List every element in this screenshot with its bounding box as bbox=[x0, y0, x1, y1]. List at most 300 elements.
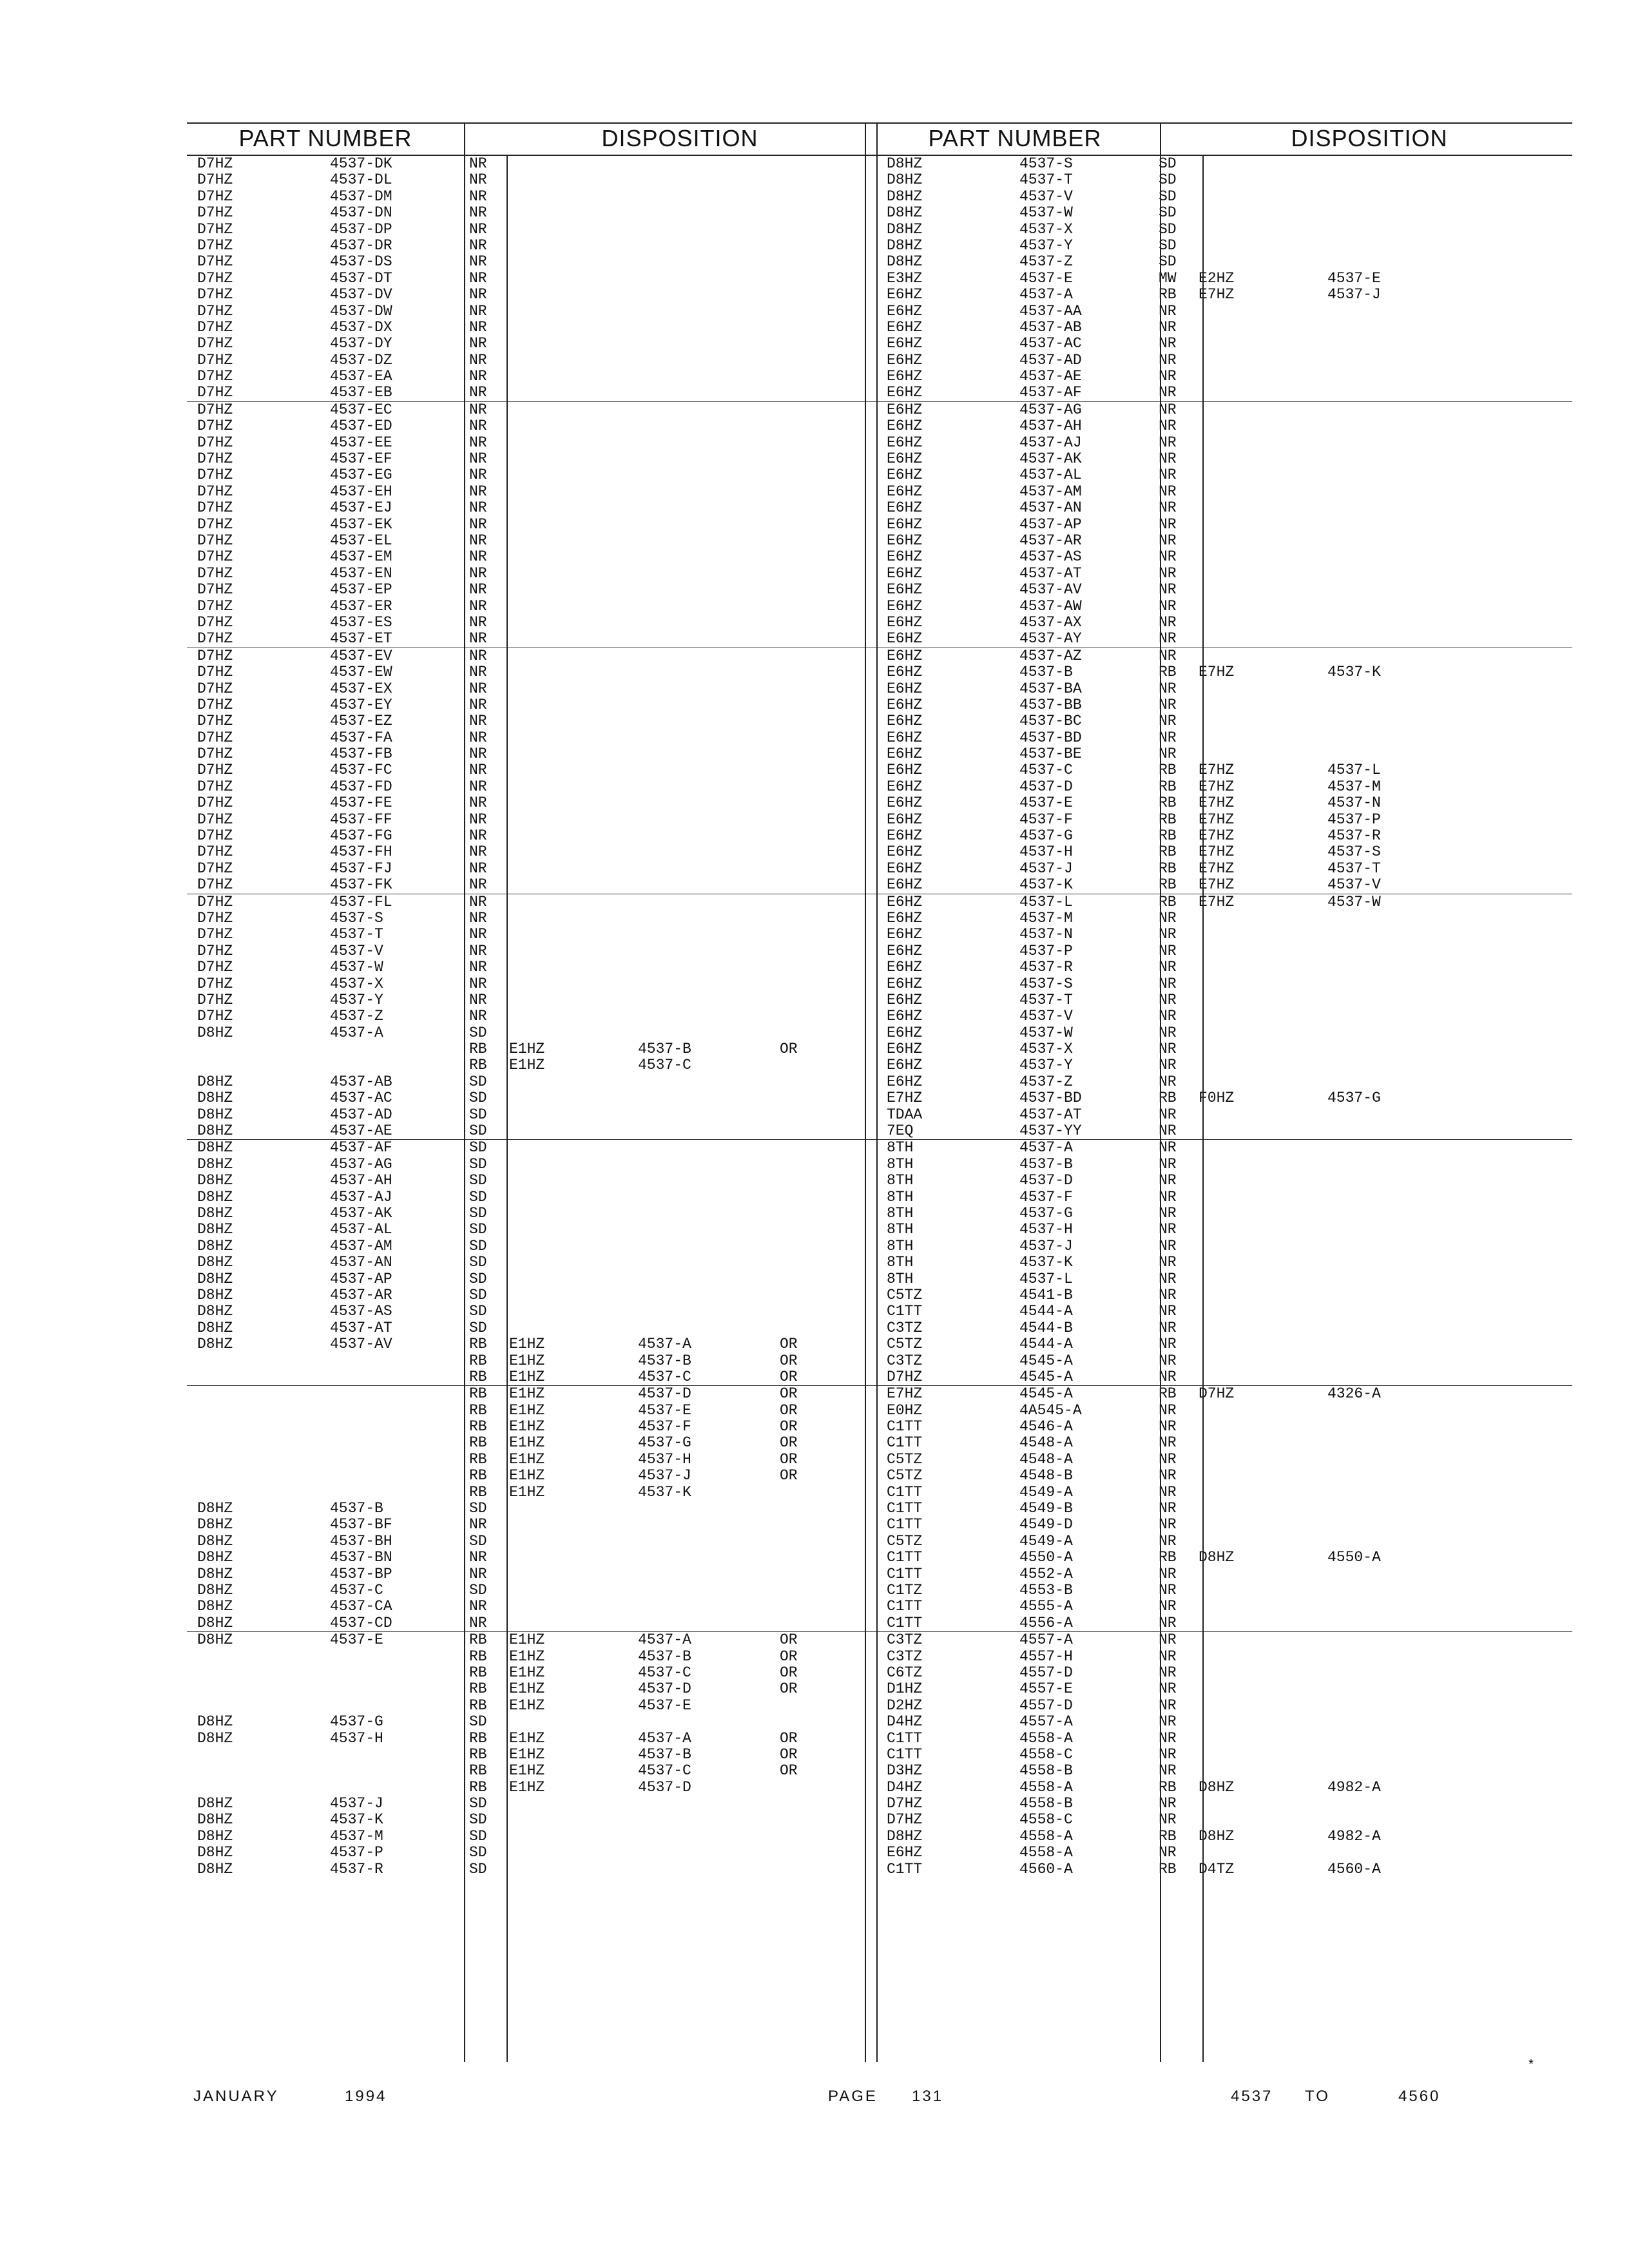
table-row bbox=[876, 1485, 1572, 1501]
table-row bbox=[187, 222, 883, 238]
prefix-cell: E6HZ bbox=[887, 1041, 923, 1058]
code-cell: SD bbox=[469, 1713, 487, 1731]
prefix-cell: D7HZ bbox=[197, 664, 233, 681]
part-cell: 4537-DK bbox=[330, 155, 392, 172]
part-cell: 4537-FK bbox=[330, 876, 392, 894]
part-cell: 4537-FE bbox=[330, 794, 392, 812]
code-cell: SD bbox=[469, 1188, 487, 1206]
prefix-cell: E6HZ bbox=[887, 942, 923, 959]
prefix-cell: D7HZ bbox=[197, 860, 233, 877]
or-cell: OR bbox=[780, 1385, 798, 1403]
prefix-cell: E6HZ bbox=[887, 450, 923, 468]
table-row bbox=[876, 1254, 1572, 1271]
code-cell: RB bbox=[469, 1729, 487, 1747]
code-cell: RB bbox=[1159, 664, 1177, 681]
table-row bbox=[187, 713, 883, 729]
code-cell: NR bbox=[1159, 1057, 1177, 1074]
prefix-cell: D7HZ bbox=[197, 876, 233, 894]
part-cell: 4557-D bbox=[1019, 1696, 1073, 1714]
code-cell: NR bbox=[1159, 564, 1177, 582]
or-cell: OR bbox=[780, 1450, 798, 1468]
code-cell: NR bbox=[469, 581, 487, 599]
prefix-cell: C5TZ bbox=[887, 1286, 923, 1303]
code-cell: NR bbox=[469, 171, 487, 189]
code-cell: NR bbox=[469, 1565, 487, 1582]
code-cell: NR bbox=[1159, 1319, 1177, 1336]
part-cell: 4537-M bbox=[330, 1827, 383, 1845]
table-row bbox=[876, 1189, 1572, 1206]
table-row bbox=[187, 303, 883, 320]
prefix-cell: D7HZ bbox=[197, 401, 233, 418]
table-row bbox=[187, 238, 883, 254]
table-row bbox=[876, 828, 1572, 844]
prefix-cell: C1TT bbox=[887, 1614, 923, 1631]
part-cell: 4541-B bbox=[1019, 1286, 1073, 1303]
code-cell: NR bbox=[1159, 1565, 1177, 1582]
code-cell: NR bbox=[469, 597, 487, 615]
prefix-cell: C3TZ bbox=[887, 1631, 923, 1649]
panel-divider-a bbox=[865, 122, 866, 2062]
part-cell: 4537-DL bbox=[330, 171, 392, 189]
ref-prefix-cell: E1HZ bbox=[509, 1041, 545, 1058]
table-row bbox=[187, 1780, 883, 1796]
prefix-cell: E6HZ bbox=[887, 515, 923, 533]
prefix-cell: D8HZ bbox=[887, 204, 923, 222]
part-cell: 4537-EY bbox=[330, 696, 392, 713]
code-cell: RB bbox=[469, 1336, 487, 1353]
table-row bbox=[876, 1861, 1572, 1878]
ref-prefix-cell: E1HZ bbox=[509, 1696, 545, 1714]
code-cell: NR bbox=[469, 696, 487, 713]
code-cell: NR bbox=[1159, 368, 1177, 385]
prefix-cell: E6HZ bbox=[887, 680, 923, 697]
prefix-cell: E6HZ bbox=[887, 499, 923, 517]
table-row bbox=[187, 1615, 883, 1631]
code-cell: NR bbox=[469, 1008, 487, 1025]
table-row bbox=[187, 549, 883, 565]
part-cell: 4537-EJ bbox=[330, 499, 392, 517]
part-cell: 4537-ER bbox=[330, 597, 392, 615]
table-row bbox=[187, 1566, 883, 1582]
part-cell: 4537-AR bbox=[1019, 532, 1082, 549]
prefix-cell: D8HZ bbox=[197, 1221, 233, 1238]
table-row bbox=[876, 812, 1572, 828]
table-row bbox=[876, 844, 1572, 860]
code-cell: SD bbox=[1159, 204, 1177, 222]
ref-prefix-cell: E7HZ bbox=[1199, 827, 1235, 845]
part-cell: 4537-AK bbox=[330, 1205, 392, 1222]
table-row bbox=[187, 1057, 883, 1073]
part-cell: 4537-BF bbox=[330, 1516, 392, 1533]
prefix-cell: D7HZ bbox=[197, 286, 233, 303]
part-cell: 4537-AR bbox=[330, 1286, 392, 1303]
code-cell: NR bbox=[1159, 1286, 1177, 1303]
prefix-cell: E6HZ bbox=[887, 893, 923, 910]
ref-prefix-cell: E1HZ bbox=[509, 1729, 545, 1747]
code-cell: NR bbox=[1159, 384, 1177, 401]
ref-part-cell: 4537-H bbox=[638, 1450, 691, 1468]
footer-range-to: TO bbox=[1305, 2088, 1330, 2105]
table-row bbox=[876, 1320, 1572, 1336]
prefix-cell: D7HZ bbox=[197, 483, 233, 500]
table-header bbox=[187, 122, 883, 156]
ref-prefix-cell: E1HZ bbox=[509, 1434, 545, 1452]
part-cell: 4A545-A bbox=[1019, 1401, 1082, 1419]
prefix-cell: E6HZ bbox=[887, 827, 923, 845]
code-cell: NR bbox=[1159, 926, 1177, 943]
table-row bbox=[187, 976, 883, 992]
code-cell: SD bbox=[1159, 220, 1177, 238]
prefix-cell: 8TH bbox=[887, 1254, 914, 1271]
code-cell: NR bbox=[1159, 581, 1177, 599]
part-cell: 4537-J bbox=[330, 1795, 383, 1812]
part-cell: 4537-EX bbox=[330, 680, 392, 697]
part-cell: 4558-B bbox=[1019, 1795, 1073, 1812]
part-cell: 4537-Z bbox=[1019, 1073, 1073, 1090]
table-row bbox=[187, 1698, 883, 1714]
prefix-cell: E6HZ bbox=[887, 794, 923, 812]
prefix-cell: TDAA bbox=[887, 1106, 923, 1123]
prefix-cell: D4HZ bbox=[887, 1713, 923, 1731]
ref-prefix-cell: E7HZ bbox=[1199, 843, 1235, 861]
code-cell: NR bbox=[1159, 434, 1177, 451]
part-cell: 4537-AK bbox=[1019, 450, 1082, 468]
ref-prefix-cell: E1HZ bbox=[509, 1057, 545, 1074]
part-cell: 4537-Z bbox=[330, 1008, 383, 1025]
table-row bbox=[187, 435, 883, 451]
ref-part-cell: 4537-L bbox=[1327, 762, 1381, 779]
table-row bbox=[187, 1550, 883, 1566]
part-cell: 4537-B bbox=[1019, 1155, 1073, 1173]
code-cell: NR bbox=[1159, 1745, 1177, 1763]
table-row bbox=[876, 1041, 1572, 1057]
prefix-cell: D7HZ bbox=[197, 466, 233, 484]
code-cell: NR bbox=[1159, 1221, 1177, 1238]
table-row bbox=[876, 1173, 1572, 1189]
table-row bbox=[187, 1041, 883, 1057]
table-row bbox=[876, 467, 1572, 483]
or-cell: OR bbox=[780, 1631, 798, 1649]
table-row bbox=[187, 156, 883, 172]
ref-prefix-cell: E7HZ bbox=[1199, 811, 1235, 828]
code-cell: NR bbox=[469, 499, 487, 517]
code-cell: NR bbox=[1159, 1237, 1177, 1254]
table-row bbox=[876, 172, 1572, 188]
code-cell: NR bbox=[469, 942, 487, 959]
prefix-cell: E6HZ bbox=[887, 811, 923, 828]
part-cell: 4537-FB bbox=[330, 745, 392, 763]
prefix-cell: 8TH bbox=[887, 1188, 914, 1206]
table-row bbox=[876, 1435, 1572, 1451]
code-cell: NR bbox=[469, 926, 487, 943]
code-cell: NR bbox=[1159, 1680, 1177, 1698]
code-cell: NR bbox=[1159, 532, 1177, 549]
part-cell: 4537-EP bbox=[330, 581, 392, 599]
part-cell: 4537-AN bbox=[330, 1254, 392, 1271]
table-row bbox=[876, 1812, 1572, 1828]
prefix-cell: D8HZ bbox=[887, 236, 923, 254]
part-number-header: PART NUMBER bbox=[928, 125, 1102, 151]
table-row bbox=[876, 1336, 1572, 1352]
part-cell: 4537-A bbox=[1019, 286, 1073, 303]
code-cell: NR bbox=[469, 860, 487, 877]
or-cell: OR bbox=[780, 1434, 798, 1452]
table-row bbox=[187, 451, 883, 467]
prefix-cell: C5TZ bbox=[887, 1532, 923, 1550]
prefix-cell: D7HZ bbox=[197, 236, 233, 254]
part-cell: 4558-A bbox=[1019, 1844, 1073, 1861]
code-cell: NR bbox=[469, 351, 487, 369]
part-cell: 4537-G bbox=[330, 1713, 383, 1731]
part-cell: 4537-Y bbox=[1019, 236, 1073, 254]
table-row bbox=[876, 1287, 1572, 1303]
code-cell: NR bbox=[1159, 450, 1177, 468]
prefix-cell: D7HZ bbox=[197, 220, 233, 238]
prefix-cell: D7HZ bbox=[197, 696, 233, 713]
prefix-cell: E6HZ bbox=[887, 286, 923, 303]
part-cell: 4550-A bbox=[1019, 1549, 1073, 1566]
prefix-cell: E6HZ bbox=[887, 1844, 923, 1861]
prefix-cell: D8HZ bbox=[197, 1205, 233, 1222]
code-cell: NR bbox=[1159, 991, 1177, 1008]
ref-prefix-cell: E1HZ bbox=[509, 1401, 545, 1419]
code-cell: SD bbox=[469, 1844, 487, 1861]
part-cell: 4537-EG bbox=[330, 466, 392, 484]
part-cell: 4537-DN bbox=[330, 204, 392, 222]
table-row bbox=[876, 1615, 1572, 1631]
table-row bbox=[187, 1517, 883, 1533]
table-row bbox=[876, 1533, 1572, 1550]
code-cell: NR bbox=[1159, 1762, 1177, 1780]
code-cell: SD bbox=[469, 1090, 487, 1107]
code-cell: SD bbox=[469, 1024, 487, 1041]
code-cell: NR bbox=[1159, 1598, 1177, 1615]
table-row bbox=[876, 648, 1572, 664]
part-cell: 4537-ET bbox=[330, 630, 392, 648]
ref-part-cell: 4326-A bbox=[1327, 1385, 1381, 1403]
prefix-cell: E6HZ bbox=[887, 434, 923, 451]
ref-prefix-cell: E7HZ bbox=[1199, 664, 1235, 681]
prefix-cell: E6HZ bbox=[887, 466, 923, 484]
table-row bbox=[876, 205, 1572, 221]
prefix-cell: D7HZ bbox=[197, 794, 233, 812]
table-row bbox=[876, 352, 1572, 369]
part-cell: 4537-AP bbox=[1019, 515, 1082, 533]
code-cell: NR bbox=[1159, 729, 1177, 746]
part-cell: 4545-A bbox=[1019, 1352, 1073, 1369]
footer-range-from: 4537 bbox=[1231, 2088, 1273, 2105]
prefix-cell: D7HZ bbox=[197, 680, 233, 697]
part-cell: 4546-A bbox=[1019, 1418, 1073, 1436]
part-cell: 4537-P bbox=[330, 1844, 383, 1861]
ref-part-cell: 4537-K bbox=[1327, 664, 1381, 681]
prefix-cell: D7HZ bbox=[197, 991, 233, 1008]
table-row bbox=[876, 1025, 1572, 1041]
prefix-cell: E6HZ bbox=[887, 729, 923, 746]
code-cell: RB bbox=[469, 1762, 487, 1780]
code-cell: RB bbox=[469, 1434, 487, 1452]
part-cell: 4537-R bbox=[330, 1860, 383, 1878]
code-cell: RB bbox=[1159, 794, 1177, 812]
table-row bbox=[187, 1206, 883, 1222]
part-cell: 4537-EK bbox=[330, 515, 392, 533]
table-row bbox=[187, 910, 883, 927]
ref-prefix-cell: E2HZ bbox=[1199, 269, 1235, 287]
part-cell: 4537-AD bbox=[1019, 351, 1082, 369]
table-row bbox=[876, 1452, 1572, 1468]
table-row bbox=[187, 205, 883, 221]
prefix-cell: D8HZ bbox=[197, 1811, 233, 1829]
part-cell: 4537-B bbox=[330, 1500, 383, 1517]
table-row bbox=[876, 976, 1572, 992]
table-row bbox=[187, 1303, 883, 1320]
code-cell: RB bbox=[1159, 286, 1177, 303]
table-row bbox=[876, 681, 1572, 697]
table-row bbox=[876, 959, 1572, 975]
table-row bbox=[187, 271, 883, 287]
part-cell: 4537-C bbox=[330, 1581, 383, 1599]
prefix-cell: 8TH bbox=[887, 1221, 914, 1238]
prefix-cell: E6HZ bbox=[887, 401, 923, 418]
code-cell: SD bbox=[1159, 155, 1177, 172]
part-cell: 4537-AF bbox=[330, 1139, 392, 1157]
prefix-cell: D7HZ bbox=[197, 450, 233, 468]
ref-part-cell: 4537-R bbox=[1327, 827, 1381, 845]
part-cell: 4537-Z bbox=[1019, 253, 1073, 271]
code-cell: NR bbox=[1159, 351, 1177, 369]
table-row bbox=[876, 238, 1572, 254]
ref-part-cell: 4537-G bbox=[1327, 1090, 1381, 1107]
code-cell: NR bbox=[1159, 1254, 1177, 1271]
table-row bbox=[187, 1812, 883, 1828]
table-row bbox=[187, 1829, 883, 1845]
prefix-cell: C5TZ bbox=[887, 1336, 923, 1353]
part-cell: 4537-AS bbox=[1019, 548, 1082, 566]
table-row bbox=[876, 1107, 1572, 1123]
code-cell: NR bbox=[1159, 1614, 1177, 1631]
part-cell: 4537-DV bbox=[330, 286, 392, 303]
or-cell: OR bbox=[780, 1401, 798, 1419]
prefix-cell: E6HZ bbox=[887, 713, 923, 730]
table-row bbox=[187, 1501, 883, 1517]
table-row bbox=[187, 1157, 883, 1173]
table-row bbox=[876, 1353, 1572, 1369]
table-row bbox=[187, 1747, 883, 1763]
prefix-cell: C1TT bbox=[887, 1516, 923, 1533]
prefix-cell: D8HZ bbox=[887, 155, 923, 172]
prefix-cell: E6HZ bbox=[887, 351, 923, 369]
table-row bbox=[187, 664, 883, 680]
ref-part-cell: 4560-A bbox=[1327, 1860, 1381, 1878]
code-cell: NR bbox=[469, 483, 487, 500]
code-cell: NR bbox=[1159, 1844, 1177, 1861]
code-cell: NR bbox=[1159, 942, 1177, 959]
prefix-cell: D8HZ bbox=[197, 1024, 233, 1041]
table-row bbox=[187, 631, 883, 647]
part-cell: 4537-X bbox=[1019, 1041, 1073, 1058]
code-cell: NR bbox=[1159, 1418, 1177, 1436]
code-cell: NR bbox=[469, 680, 487, 697]
table-row bbox=[876, 1222, 1572, 1238]
prefix-cell: D8HZ bbox=[197, 1532, 233, 1550]
table-row bbox=[876, 1631, 1572, 1648]
code-cell: SD bbox=[1159, 171, 1177, 189]
code-cell: NR bbox=[469, 384, 487, 401]
part-cell: 4537-AE bbox=[330, 1122, 392, 1140]
code-cell: RB bbox=[1159, 778, 1177, 795]
part-cell: 4537-F bbox=[1019, 1188, 1073, 1206]
prefix-cell: D4HZ bbox=[887, 1778, 923, 1796]
code-cell: RB bbox=[469, 1696, 487, 1714]
table-row bbox=[876, 1501, 1572, 1517]
disposition-header: DISPOSITION bbox=[1291, 125, 1448, 151]
code-cell: NR bbox=[1159, 483, 1177, 500]
code-cell: NR bbox=[469, 1549, 487, 1566]
prefix-cell: C1TT bbox=[887, 1434, 923, 1452]
or-cell: OR bbox=[780, 1352, 798, 1369]
code-cell: RB bbox=[1159, 1385, 1177, 1403]
part-cell: 4537-EA bbox=[330, 368, 392, 385]
prefix-cell: D7HZ bbox=[197, 942, 233, 959]
prefix-cell: D8HZ bbox=[197, 1172, 233, 1189]
code-cell: NR bbox=[469, 778, 487, 795]
prefix-cell: D8HZ bbox=[197, 1729, 233, 1747]
ref-part-cell: 4537-D bbox=[638, 1778, 691, 1796]
disposition-header: DISPOSITION bbox=[601, 125, 758, 151]
ref-part-cell: 4537-D bbox=[638, 1680, 691, 1698]
code-cell: RB bbox=[1159, 1549, 1177, 1566]
table-row bbox=[876, 1090, 1572, 1106]
code-cell: NR bbox=[1159, 515, 1177, 533]
part-cell: 4537-EE bbox=[330, 434, 392, 451]
footer-star: * bbox=[1527, 2059, 1536, 2073]
code-cell: NR bbox=[1159, 401, 1177, 418]
table-row bbox=[876, 1057, 1572, 1073]
code-cell: SD bbox=[469, 1303, 487, 1320]
prefix-cell: E6HZ bbox=[887, 581, 923, 599]
prefix-cell: C1TT bbox=[887, 1303, 923, 1320]
or-cell: OR bbox=[780, 1680, 798, 1698]
part-cell: 4537-YY bbox=[1019, 1122, 1082, 1140]
code-cell: NR bbox=[1159, 1188, 1177, 1206]
table-row bbox=[187, 828, 883, 844]
part-cell: 4552-A bbox=[1019, 1565, 1073, 1582]
table-row bbox=[876, 599, 1572, 615]
table-row bbox=[876, 1681, 1572, 1697]
part-cell: 4537-AT bbox=[1019, 564, 1082, 582]
table-row bbox=[187, 1074, 883, 1090]
or-cell: OR bbox=[780, 1762, 798, 1780]
prefix-cell: E6HZ bbox=[887, 876, 923, 894]
prefix-cell: E6HZ bbox=[887, 959, 923, 976]
code-cell: NR bbox=[1159, 909, 1177, 927]
code-cell: SD bbox=[469, 1139, 487, 1157]
prefix-cell: D7HZ bbox=[197, 713, 233, 730]
code-cell: SD bbox=[1159, 236, 1177, 254]
part-cell: 4537-EV bbox=[330, 647, 392, 664]
code-cell: NR bbox=[1159, 335, 1177, 352]
ref-prefix-cell: E7HZ bbox=[1199, 860, 1235, 877]
prefix-cell: D7HZ bbox=[197, 384, 233, 401]
part-cell: 4537-AF bbox=[1019, 384, 1082, 401]
ref-part-cell: 4537-C bbox=[638, 1368, 691, 1385]
code-cell: SD bbox=[469, 1270, 487, 1287]
table-row bbox=[876, 484, 1572, 500]
part-cell: 4537-AA bbox=[1019, 302, 1082, 320]
prefix-cell: E6HZ bbox=[887, 418, 923, 435]
prefix-cell: D7HZ bbox=[197, 630, 233, 648]
code-cell: NR bbox=[1159, 1024, 1177, 1041]
